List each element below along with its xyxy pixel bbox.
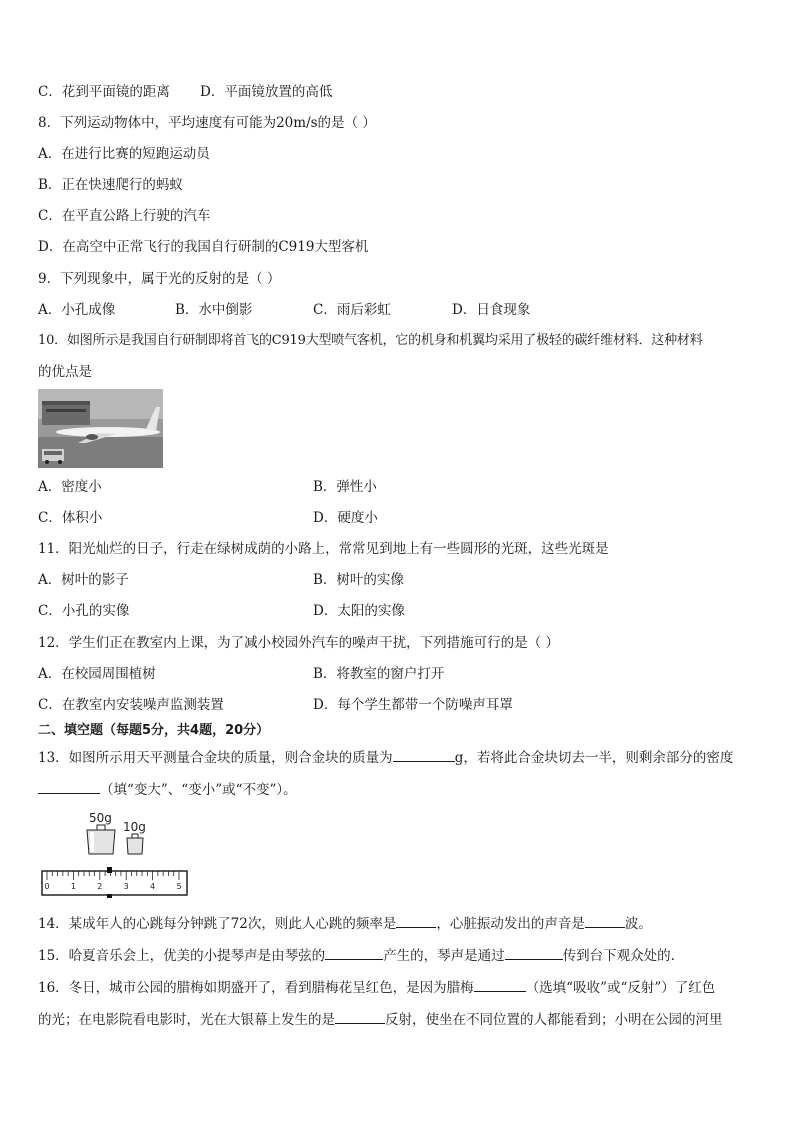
q11-option-c: C．小孔的实像 [38, 603, 130, 619]
q11-stem: 11．阳光灿烂的日子，行走在绿树成荫的小路上，常常见到地上有一些圆形的光斑，这些光斑是 [38, 541, 609, 557]
balance-weights-diagram [38, 808, 190, 898]
q12-option-d: D．每个学生都带一个防噪声耳罩 [313, 697, 513, 713]
q16-text-3: 的光；在电影院看电影时，光在大银幕上发生的是 [38, 1012, 335, 1028]
q13-line2 [38, 780, 297, 799]
q13-line1 [38, 748, 733, 767]
q10-option-d: D．硬度小 [313, 510, 378, 526]
q15-text-3: 传到台下观众处的. [562, 948, 675, 964]
q16-reflection-blank[interactable] [335, 1010, 385, 1024]
weight-50g-label: 50g [89, 811, 112, 825]
q11-option-a: A．树叶的影子 [38, 572, 129, 588]
q12-option-b: B．将教室的窗户打开 [313, 666, 445, 682]
q16-text-2: （选填“吸收”或“反射”）了红色 [525, 980, 716, 996]
q16-line1 [38, 978, 715, 997]
q9-option-d: D．日食现象 [452, 302, 531, 318]
q8-option-a: A．在进行比赛的短跑运动员 [38, 146, 210, 162]
q10-stem-line2: 的优点是 [38, 364, 92, 380]
weight-10g-label: 10g [123, 820, 146, 834]
q13-density-blank[interactable] [38, 780, 100, 794]
scale-tick-label: 2 [97, 882, 103, 891]
q16-line2 [38, 1010, 723, 1029]
scale-tick-label: 0 [44, 882, 50, 891]
q14-line [38, 914, 652, 933]
rider-marker-top [107, 867, 112, 873]
q8-option-d: D．在高空中正常飞行的我国自行研制的C919大型客机 [38, 239, 369, 255]
q9-stem: 9．下列现象中，属于光的反射的是（ ） [38, 271, 281, 287]
q15-text-1: 15．哈夏音乐会上，优美的小提琴声是由琴弦的 [38, 948, 326, 964]
q14-wave-blank[interactable] [585, 914, 625, 928]
q12-option-a: A．在校园周围植树 [38, 666, 156, 682]
q14-text-1: 14．某成年人的心跳每分钟跳了72次，则此人心跳的频率是 [38, 916, 397, 932]
q9-option-c: C．雨后彩虹 [313, 302, 391, 318]
q15-line [38, 946, 675, 965]
q8-stem: 8．下列运动物体中，平均速度有可能为20m/s的是（ ） [38, 115, 376, 131]
q10-option-a: A．密度小 [38, 479, 102, 495]
q16-color-blank[interactable] [474, 978, 526, 992]
q9-option-b: B．水中倒影 [175, 302, 253, 318]
q14-frequency-blank[interactable] [396, 914, 436, 928]
q13-text-1: 13．如图所示用天平测量合金块的质量，则合金块的质量为 [38, 750, 393, 766]
q9-option-a: A．小孔成像 [38, 302, 116, 318]
scale-tick-label: 1 [70, 882, 76, 891]
q13-mass-blank[interactable] [393, 748, 455, 762]
q13-text-2: g，若将此合金块切去一半，则剩余部分的密度 [454, 750, 734, 766]
q12-stem: 12．学生们正在教室内上课，为了减小校园外汽车的噪声干扰，下列措施可行的是（ ） [38, 635, 559, 651]
rider-marker-bottom [107, 894, 112, 898]
q12-option-c: C．在教室内安装噪声监测装置 [38, 697, 224, 713]
q15-text-2: 产生的，琴声是通过 [383, 948, 505, 964]
q8-option-c: C．在平直公路上行驶的汽车 [38, 208, 211, 224]
q16-text-4: 反射，使坐在不同位置的人都能看到；小明在公园的河里 [385, 1012, 723, 1028]
scale-tick-label: 4 [150, 882, 156, 891]
q7-option-d: D．平面镜放置的高低 [200, 84, 333, 100]
q10-option-c: C．体积小 [38, 510, 103, 526]
scale-tick-label: 3 [123, 882, 129, 891]
q15-source-blank[interactable] [325, 946, 383, 960]
q10-stem-line1: 10．如图所示是我国自行研制即将首飞的C919大型喷气客机，它的机身和机翼均采用了极轻的碳纤维材料．这种材料 [38, 333, 703, 348]
c919-airplane-photo [38, 389, 163, 468]
section-heading: 二、填空题（每题5分，共4题，20分） [38, 723, 270, 738]
q13-text-3: （填“变大”、“变小”或“不变”）。 [100, 782, 297, 798]
q11-option-d: D．太阳的实像 [313, 603, 405, 619]
q15-medium-blank[interactable] [505, 946, 563, 960]
q11-option-b: B．树叶的实像 [313, 572, 404, 588]
q16-text-1: 16．冬日，城市公园的腊梅如期盛开了，看到腊梅花呈红色，是因为腊梅 [38, 980, 474, 996]
q10-option-b: B．弹性小 [313, 479, 377, 495]
q8-option-b: B．正在快速爬行的蚂蚁 [38, 177, 183, 193]
q14-text-3: 波。 [624, 916, 652, 932]
scale-tick-label: 5 [176, 882, 182, 891]
q7-option-c: C．花到平面镜的距离 [38, 84, 170, 100]
q14-text-2: ，心脏振动发出的声音是 [436, 916, 585, 932]
